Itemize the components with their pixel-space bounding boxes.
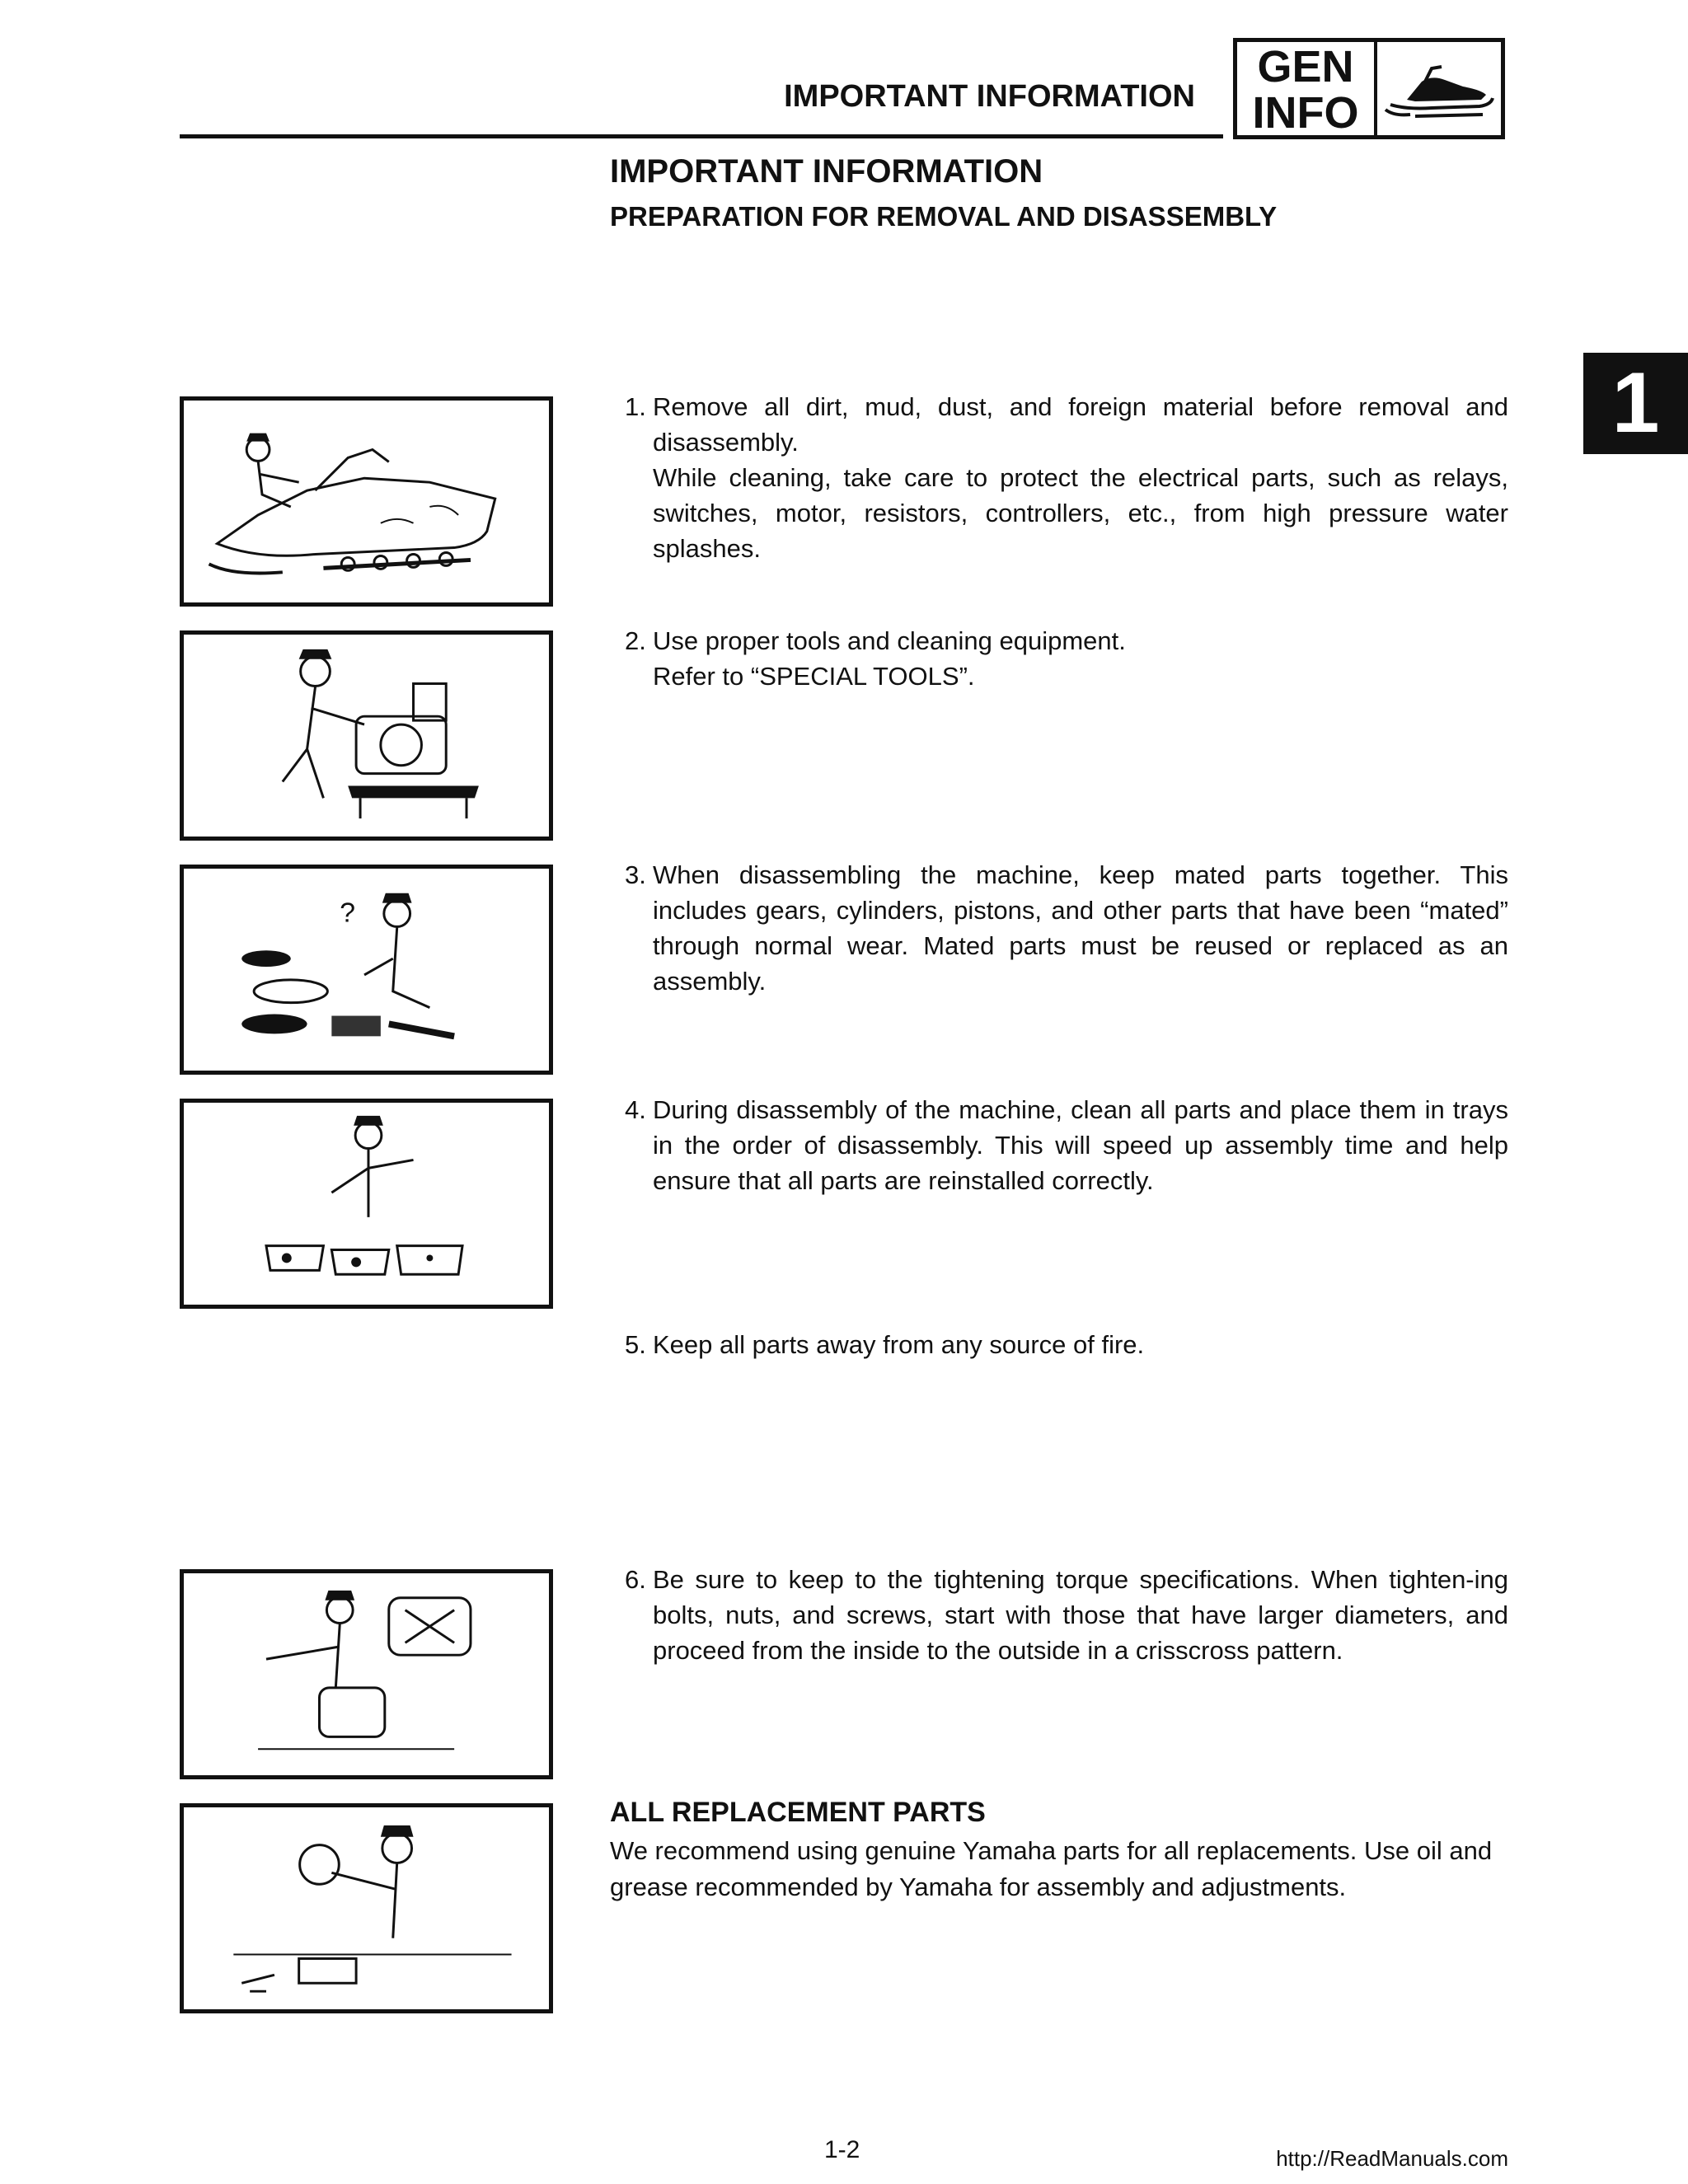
gen-label: GEN: [1257, 42, 1354, 91]
replacement-parts-body: We recommend using genuine Yamaha parts for all replacements. Use oil and grease recommended by Yamaha for assembly and adjustments.: [610, 1836, 1493, 1901]
step-text: While cleaning, take care to protect the electrical parts, such as relays, switches, motor, resistors, controllers, etc., from high pressure water splashes.: [653, 463, 1508, 563]
step-number: 5.: [625, 1330, 646, 1359]
step-text: Use proper tools and cleaning equipment.: [653, 626, 1126, 655]
mated-parts-drawing: [184, 869, 549, 1071]
step-number: 4.: [625, 1095, 646, 1124]
step-text: Refer to “SPECIAL TOOLS”.: [653, 662, 975, 691]
illustration-mated-parts: [180, 865, 553, 1075]
step-2: [625, 623, 1508, 694]
header-rule: [180, 134, 1223, 138]
section-title: IMPORTANT INFORMATION: [610, 153, 1043, 190]
step-number: 6.: [625, 1565, 646, 1594]
illustration-tools: [180, 630, 553, 841]
info-label: INFO: [1252, 88, 1359, 138]
illustration-replacement-parts: [180, 1803, 553, 2013]
gen-info-badge: [1233, 38, 1505, 139]
step-text: Be sure to keep to the tightening torque specifications. When tighten-ing bolts, nuts, and screws, start with those that have larger diameters, and proceed from the inside to the outside in a crisscross pattern.: [653, 1565, 1508, 1665]
chapter-tab: 1: [1583, 353, 1688, 454]
step-text: During disassembly of the machine, clean all parts and place them in trays in the order of disassembly. This will speed up assembly time and help ensure that all parts are reinstalled correctly.: [653, 1095, 1508, 1195]
step-text: When disassembling the machine, keep mated parts together. This includes gears, cylinders, pistons, and other parts that have been “mated” through normal wear. Mated parts must be reused or replaced as an assembly.: [653, 860, 1508, 996]
step-number: 3.: [625, 860, 646, 889]
step-5: [625, 1327, 1508, 1362]
page-number: 1-2: [824, 2136, 860, 2163]
step-1: [625, 389, 1508, 566]
snowmobile-cleaning-drawing: [184, 401, 549, 602]
illustration-torque: [180, 1569, 553, 1779]
torque-crisscross-drawing: [184, 1573, 549, 1775]
gen-info-text: [1237, 42, 1377, 138]
step-4: [625, 1092, 1508, 1198]
snowmobile-icon: [1382, 57, 1498, 123]
illustration-parts-trays: [180, 1099, 553, 1309]
step-6: [625, 1562, 1508, 1668]
section-subtitle: PREPARATION FOR REMOVAL AND DISASSEMBLY: [610, 201, 1278, 232]
replacement-parts-drawing: [184, 1807, 549, 2009]
step-text: Remove all dirt, mud, dust, and foreign material before removal and disassembly.: [653, 392, 1508, 457]
replacement-parts-title: ALL REPLACEMENT PARTS: [610, 1797, 986, 1828]
parts-trays-drawing: [184, 1103, 549, 1305]
svg-text:?: ?: [340, 897, 356, 929]
step-text: Keep all parts away from any source of fire.: [653, 1330, 1145, 1359]
page-header-title: IMPORTANT INFORMATION: [784, 79, 1195, 114]
mechanic-with-engine-drawing: [184, 635, 549, 837]
step-3: [625, 857, 1508, 999]
step-number: 1.: [625, 392, 646, 421]
source-url[interactable]: http://ReadManuals.com: [1276, 2146, 1508, 2171]
illustration-cleaning-snowmobile: [180, 396, 553, 607]
step-number: 2.: [625, 626, 646, 655]
